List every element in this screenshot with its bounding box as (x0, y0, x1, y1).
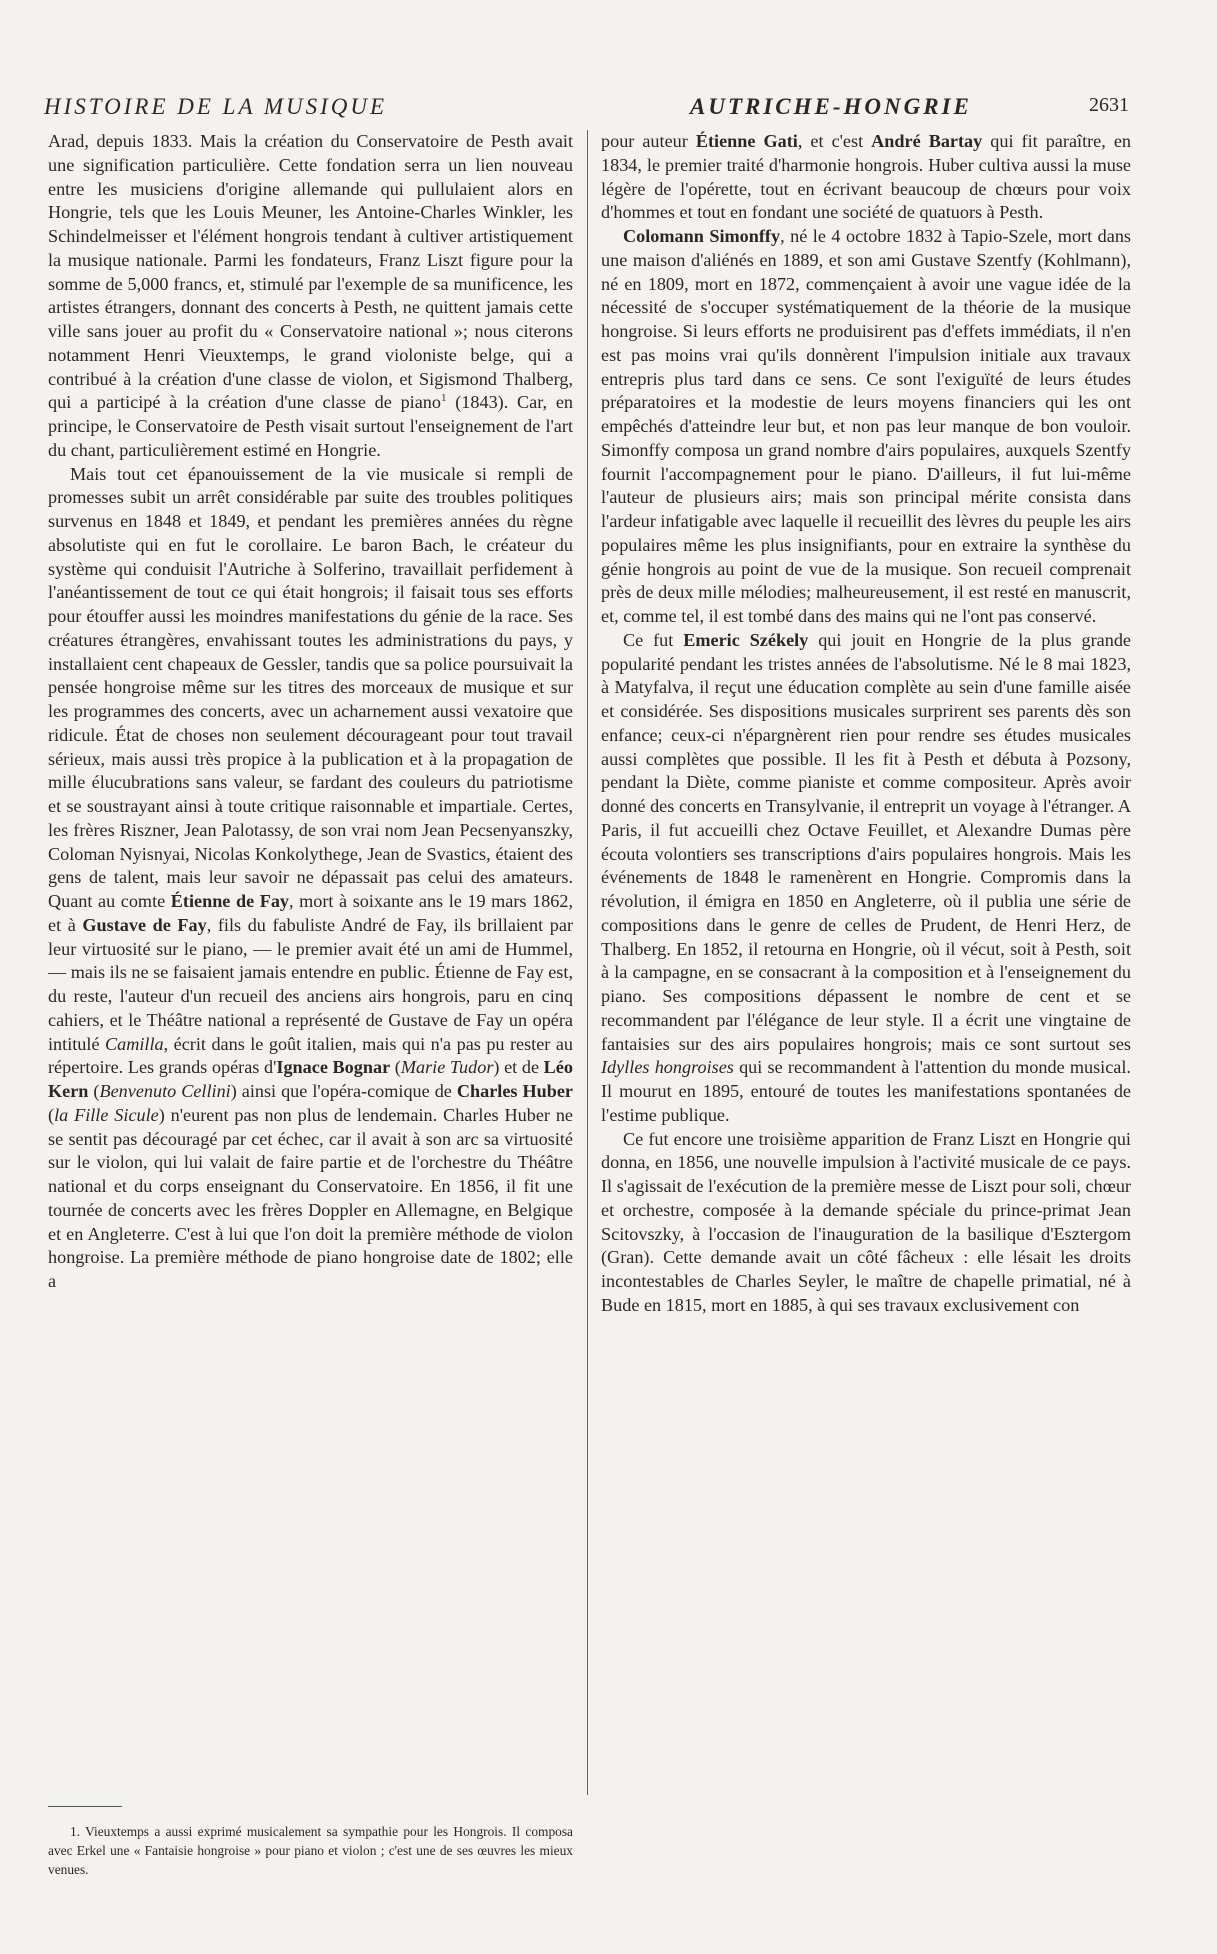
text-run: , fils du fabuliste André de Fay, ils brillaient par leur virtuosité sur le piano, — le premier avait été un ami de Hummel, — mais ils ne se faisaient jamais entendre en public. Étienne de Fay est, du reste, l'auteur d'un recueil des anciens airs hongrois, paru en cinq cahiers, et le Théâtre national a représenté de Gustave de Fay un opéra intitulé (48, 914, 573, 1054)
work-title: la Fille Sicule (54, 1104, 159, 1125)
name-highlight: André Bartay (871, 131, 983, 151)
text-run: ) n'eurent pas non plus de lendemain. Charles Huber ne se sentit pas découragé par cet échec, car il avait à son arc sa virtuosité sur le violon, qui lui valait de faire partie et de l'orchestre du Théâtre national et du corps enseignant du Conservatoire. En 1856, il fit une tournée de concerts avec les frères Doppler en Allemagne, en Belgique et en Angleterre. C'est à lui que l'on doit la première méthode de violon hongroise. La première méthode de piano hongroise date de 1802; elle a (48, 1104, 573, 1291)
right-column (601, 130, 1131, 1318)
name-highlight: Gustave de Fay (82, 914, 207, 935)
name-highlight: Charles Huber (456, 1081, 573, 1101)
text-run: ( (88, 1081, 100, 1101)
text-run: , écrit dans le goût italien, mais qui n'a pas pu rester au répertoire. Les grands opéras d' (48, 1033, 574, 1078)
name-highlight: Ignace Bognar (276, 1057, 391, 1078)
running-head-right: AUTRICHE-HONGRIE (690, 94, 972, 119)
footnote-rule (48, 1806, 122, 1807)
work-title: Marie Tudor (400, 1057, 494, 1078)
column-divider (587, 130, 588, 1795)
running-head-left: HISTOIRE DE LA MUSIQUE (44, 94, 388, 119)
name-highlight: Étienne de Fay (170, 891, 290, 911)
text-run: ( (390, 1057, 401, 1078)
footnote (48, 1822, 573, 1879)
text-run: , mort à soixante ans le 19 mars 1862, et à (48, 891, 573, 935)
text-run: Mais tout cet épanouissement de la vie musicale si rempli de promesses subit un arrêt considérable par suite des troubles politiques survenus en 1848 et 1849, et pendant les premières années du règne absolutiste qui en fut le corollaire. Le baron Bach, le créateur du système qui conduisit l'Autriche à Solferino, travaillait perfidement à l'anéantissement de tout ce qui était hongrois; il faisait tous ses efforts pour étouffer aussi les moindres manifestations du génie de la race. Ses créatures étrangères, envahissant toutes les administrations du pays, y installaient cent chapeaux de Gessler, tandis que sa police poursuivait la pensée hongroise même sur les titres des morceaux de musique et sur les programmes des concerts, avec un acharnement aussi vexatoire que ridicule. État de choses non seulement décourageant pour tout travail sérieux, mais aussi très propice à la publication et à la propagation de mille élucubrations sans valeur, se fardant des couleurs du patriotisme et se soustrayant ainsi à toute critique raisonnable et impartiale. Certes, les frères Riszner, Jean Palotassy, de son vrai nom Jean Pecsenyanszky, Coloman Nyisnyai, Nicolas Konkolythege, Jean de Svastics, étaient des gens de talent, mais leur savoir ne dépassait pas celui des amateurs. Quant au comte (48, 463, 573, 911)
footnote-text: 1. Vieuxtemps a aussi exprimé musicalement sa sympathie pour les Hongrois. Il composa avec Erkel une « Fantaisie hongroise » pour piano et violon ; c'est une de ses œuvres les mieux venues. (48, 1824, 573, 1877)
work-title: Idylles hongroises (601, 1057, 734, 1078)
paragraph (601, 629, 1131, 1128)
left-column (48, 130, 573, 1294)
paragraph (601, 1128, 1131, 1318)
text-run: pour auteur (601, 131, 696, 151)
work-title: Camilla (105, 1033, 164, 1054)
text-run: Ce fut (623, 629, 684, 650)
text-run: ( (48, 1104, 55, 1125)
text-run: ) et de (493, 1057, 544, 1078)
text-run: Ce fut encore une troisième apparition de Franz Liszt en Hongrie qui donna, en 1856, une nouvelle impulsion à l'activité musicale de ce pays. Il s'agissait de l'exécution de la première messe de Liszt pour soli, chœur et orchestre, composée à la demande spéciale du prince-primat Jean Scitovszky, à l'occasion de l'inauguration de la basilique d'Esztergom (Gran). Cette demande avait un côté fâcheux : elle lésait les droits incontestables de Charles Seyler, le maître de chapelle primatial, né à Bude en 1815, mort en 1885, à qui ses travaux exclusivement con (601, 1128, 1131, 1315)
page-number: 2631 (1089, 94, 1129, 116)
text-run: , né le 4 octobre 1832 à Tapio-Szele, mort dans une maison d'aliénés en 1889, et son ami Gustave Szentfy (Kohlmann), né en 1809, mort en 1872, commençaient à avoir une vague idée de la nécessité de s'occuper systématiquement de la théorie de la musique hongroise. Si leurs efforts ne produisirent pas d'effets immédiats, il n'en est pas moins vrai qu'ils donnèrent l'impulsion initiale aux travaux entrepris plus tard dans ce sens. Ce sont l'exiguïté de leurs études préparatoires et la modestie de leurs moyens financiers qui les ont empêchés d'atteindre leur but, et non pas leur manque de bon vouloir. Simonffy composa un grand nombre d'airs populaires, auxquels Szentfy fournit l'accompagnement pour le piano. D'ailleurs, il fut lui-même l'auteur de plusieurs airs; mais son principal mérite consista dans l'ardeur infatigable avec laquelle il recueillit des lèvres du peuple les airs populaires même les plus insignifiants, pour en extraire la synthèse du génie hongrois au point de vue de la musique. Son recueil comprenait près de deux mille mélodies; malheureusement, il est resté en manuscrit, et, comme tel, il est tombé dans des mains qui ne l'ont pas conservé. (601, 226, 1131, 626)
text-run: qui jouit en Hongrie de la plus grande popularité pendant les tristes années de l'absolutisme. Né le 8 mai 1823, à Matyfalva, il reçut une éducation complète au sein d'une famille aisée et considérée. Ses dispositions musicales surprirent ses parents dès son enfance; ceux-ci n'épargnèrent rien pour rendre ses études musicales aussi complètes que possible. Il les fit à Pesth et débuta à Pozsony, pendant la Diète, comme pianiste et comme compositeur. Après avoir donné des concerts en Transylvanie, il entreprit un voyage à l'étranger. A Paris, il fut accueilli chez Octave Feuillet, et Alexandre Dumas père écouta volontiers ses transcriptions d'airs populaires hongrois. Mais les événements de 1848 le ramenèrent en Hongrie. Compromis dans la révolution, il émigra en 1850 en Angleterre, où il publia une série de compositions dans le genre de celles de Prudent, de Henri Herz, de Thalberg. En 1852, il retourna en Hongrie, où il vécut, soit à Pesth, soit à la campagne, en se consacrant à la composition et à l'enseignement du piano. Ses compositions dépassent le nombre de cent et se recommandent par l'élégance de leur style. Il a écrit une vingtaine de fantaisies sur des airs populaires hongrois; mais ce sont surtout ses (601, 629, 1131, 1054)
running-head (44, 94, 1129, 124)
name-highlight: Emeric Székely (683, 629, 809, 650)
name-highlight: Léo Kern (48, 1057, 573, 1101)
paragraph (601, 225, 1131, 629)
paragraph (48, 463, 573, 1294)
footnote-ref: 1 (441, 392, 447, 405)
text-run: Arad, depuis 1833. Mais la création du Conservatoire de Pesth avait une signification particulière. Cette fondation serra un lien nouveau entre les musiciens d'origine allemande qui pullulaient alors en Hongrie, tels que les Louis Meuner, les Antoine-Charles Winkler, les Schindelmeisser et l'élément hongrois tendant à cultiver artistiquement la musique nationale. Parmi les fondateurs, Franz Liszt figure pour la somme de 5,000 francs, et, stimulé par l'exemple de sa munificence, les artistes étrangers, donnant des concerts à Pesth, ne quittent jamais cette ville sans jouer au profit du « Conservatoire national »; nous citerons notamment Henri Vieuxtemps, le grand violoniste belge, qui a contribué à la création d'une classe de violon, et Sigismond Thalberg, qui a participé à la création d'une classe de piano (48, 131, 573, 413)
name-highlight: Étienne Gati (695, 131, 798, 151)
name-highlight: Colomann Simonffy (623, 226, 781, 246)
paragraph (48, 130, 573, 463)
paragraph (601, 130, 1131, 225)
text-run: qui fit paraître, en 1834, le premier traité d'harmonie hongrois. Huber cultiva aussi la muse légère de l'opérette, tout en écrivant beaucoup de chœurs pour voix d'hommes et tout en fondant une société de quatuors à Pesth. (601, 131, 1131, 223)
text-run: , et c'est (797, 131, 872, 151)
text-run: (1843). Car, en principe, le Conservatoire de Pesth visait surtout l'enseignement de l'art du chant, particulièrement estimé en Hongrie. (48, 392, 573, 460)
text-run: qui se recommandent à l'attention du monde musical. Il mourut en 1895, entouré de toutes les manifestations spontanées de l'estime publique. (601, 1057, 1131, 1125)
work-title: Benvenuto Cellini (99, 1081, 231, 1101)
text-run: ) ainsi que l'opéra-comique de (230, 1081, 457, 1101)
